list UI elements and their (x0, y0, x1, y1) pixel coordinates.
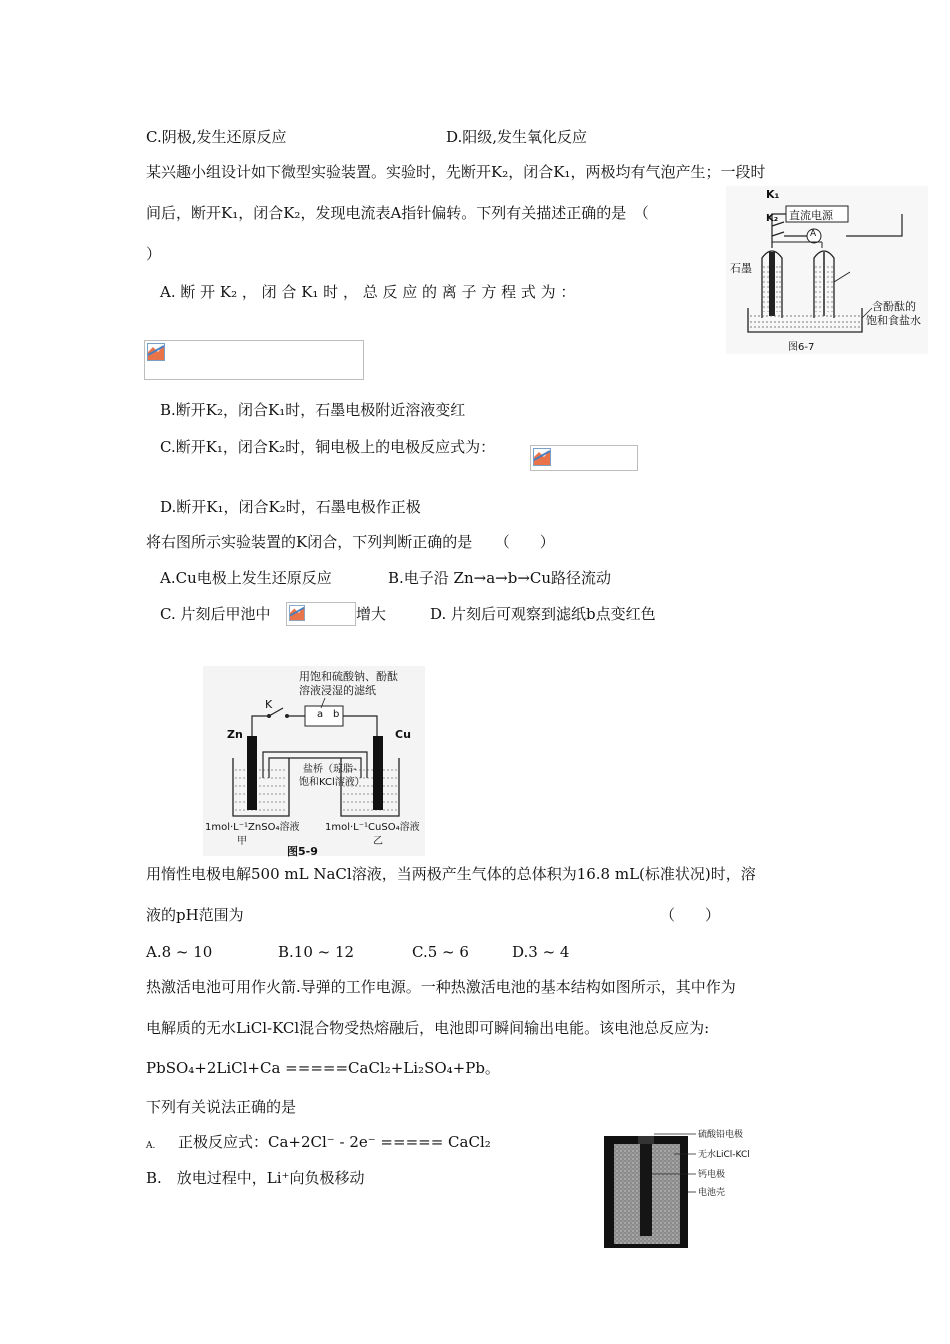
q3-option-a: A.8 ~ 10 (146, 943, 213, 961)
broken-image-equation (144, 340, 364, 380)
q3-option-d: D.3 ~ 4 (512, 943, 570, 961)
fig1-solution-label-1: 含酚酞的 (872, 300, 916, 313)
fig2-paper-label-2: 溶液浸湿的滤纸 (299, 684, 376, 697)
thermal-battery-structure-diagram (600, 1126, 760, 1250)
q1-stem-line2: 间后，断开K₁，闭合K₂，发现电流表A指针偏转。下列有关描述正确的是 （ (146, 204, 649, 222)
fig1-k1-label: K₁ (766, 188, 780, 201)
q4-option-b: B. 放电过程中，Li⁺向负极移动 (146, 1169, 365, 1187)
broken-image-ion (286, 602, 356, 626)
q1-option-d: D.断开K₁，闭合K₂时，石墨电极作正极 (160, 498, 421, 516)
q4-ask: 下列有关说法正确的是 (146, 1098, 297, 1116)
figure-6-7 (726, 186, 928, 354)
q4-stem-line2: 电解质的无水LiCl-KCl混合物受热熔融后，电池即可瞬间输出电能。该电池总反应为: (146, 1019, 710, 1037)
fig2-left-solution-label: 1mol·L⁻¹ZnSO₄溶液 (205, 822, 300, 833)
fig3-calcium-electrode-label: 钙电极 (698, 1170, 726, 1180)
broken-image-icon (289, 605, 305, 621)
broken-image-icon (147, 343, 165, 361)
q1-option-b: B.断开K₂，闭合K₁时，石墨电极附近溶液变红 (160, 401, 466, 419)
fig1-k2-label: K₂ (766, 213, 779, 224)
q1-option-c: C.断开K₁，闭合K₂时，铜电极上的电极反应式为： (160, 438, 496, 456)
q3-option-b: B.10 ~ 12 (278, 943, 355, 961)
fig2-b-label: b (333, 709, 340, 720)
fig2-right-solution-label: 1mol·L⁻¹CuSO₄溶液 (325, 822, 420, 833)
q2-option-d: D. 片刻后可观察到滤纸b点变红色 (430, 605, 656, 623)
q3-option-c: C.5 ~ 6 (412, 943, 469, 961)
fig2-right-cell-name: 乙 (373, 836, 383, 847)
fig2-k-label: K (265, 698, 273, 711)
broken-image-icon (533, 448, 551, 466)
fig2-paper-label-1: 用饱和硫酸钠、酚酞 (299, 670, 398, 683)
q2-option-b: B.电子沿 Zn→a→b→Cu路径流动 (388, 569, 612, 587)
fig2-left-cell-name: 甲 (237, 836, 247, 847)
fig1-solution-label-2: 饱和食盐水 (866, 314, 921, 327)
q4-option-a-letter: A. (146, 1141, 156, 1151)
figure-thermal-battery (600, 1126, 760, 1250)
q4-equation: PbSO₄+2LiCl+Ca =====CaCl₂+Li₂SO₄+Pb。 (146, 1059, 500, 1077)
fig2-zn-label: Zn (227, 728, 243, 741)
fig2-cu-label: Cu (395, 728, 411, 741)
q3-stem-line2: 液的pH范围为 (146, 906, 244, 924)
fig3-lead-sulfate-electrode-label: 硫酸铅电极 (698, 1130, 744, 1140)
q1-stem-line3: ） (146, 245, 162, 263)
q4-option-a: 正极反应式：Ca+2Cl⁻ - 2e⁻ ===== CaCl₂ (178, 1133, 491, 1151)
prev-option-d: D.阳级,发生氧化反应 (446, 128, 588, 146)
q1-stem-line1: 某兴趣小组设计如下微型实验装置。实验时，先断开K₂，闭合K₁，两极均有气泡产生；一段时 (146, 163, 766, 181)
q2-option-c-post: 增大 (356, 605, 387, 623)
fig3-battery-case-label: 电池壳 (698, 1188, 726, 1198)
q2-option-a: A.Cu电极上发生还原反应 (160, 569, 332, 587)
q3-stem-line1: 用惰性电极电解500 mL NaCl溶液，当两极产生气体的总体积为16.8 mL(标准状况)时，溶 (146, 865, 756, 883)
q3-paren: （ ） (660, 906, 721, 924)
q1-option-a: A. 断 开 K₂ ， 闭 合 K₁ 时 ， 总 反 应 的 离 子 方 程 式 为 ： (160, 283, 576, 301)
fig2-salt-bridge-label-1: 盐桥（琼脂- (303, 764, 357, 775)
fig2-a-label: a (317, 709, 324, 720)
fig1-dc-power-label: 直流电源 (789, 209, 833, 222)
fig2-caption: 图5-9 (287, 845, 318, 858)
fig1-ammeter-label: A (810, 229, 817, 239)
figure-5-9 (203, 666, 425, 856)
prev-option-c: C.阴极,发生还原反应 (146, 128, 287, 146)
q4-stem-line1: 热激活电池可用作火箭.导弹的工作电源。一种热激活电池的基本结构如图所示，其中作为 (146, 978, 736, 996)
broken-image-electrode-equation (530, 445, 638, 471)
fig1-caption: 图6-7 (788, 342, 815, 353)
fig2-salt-bridge-label-2: 饱和KCl溶液） (299, 777, 365, 788)
q2-option-c-pre: C. 片刻后甲池中 (160, 605, 271, 623)
q2-stem: 将右图所示实验装置的K闭合，下列判断正确的是 （ ） (146, 533, 555, 551)
fig1-graphite-label: 石墨 (730, 262, 752, 275)
fig3-electrolyte-label: 无水LiCl-KCl (698, 1150, 750, 1160)
